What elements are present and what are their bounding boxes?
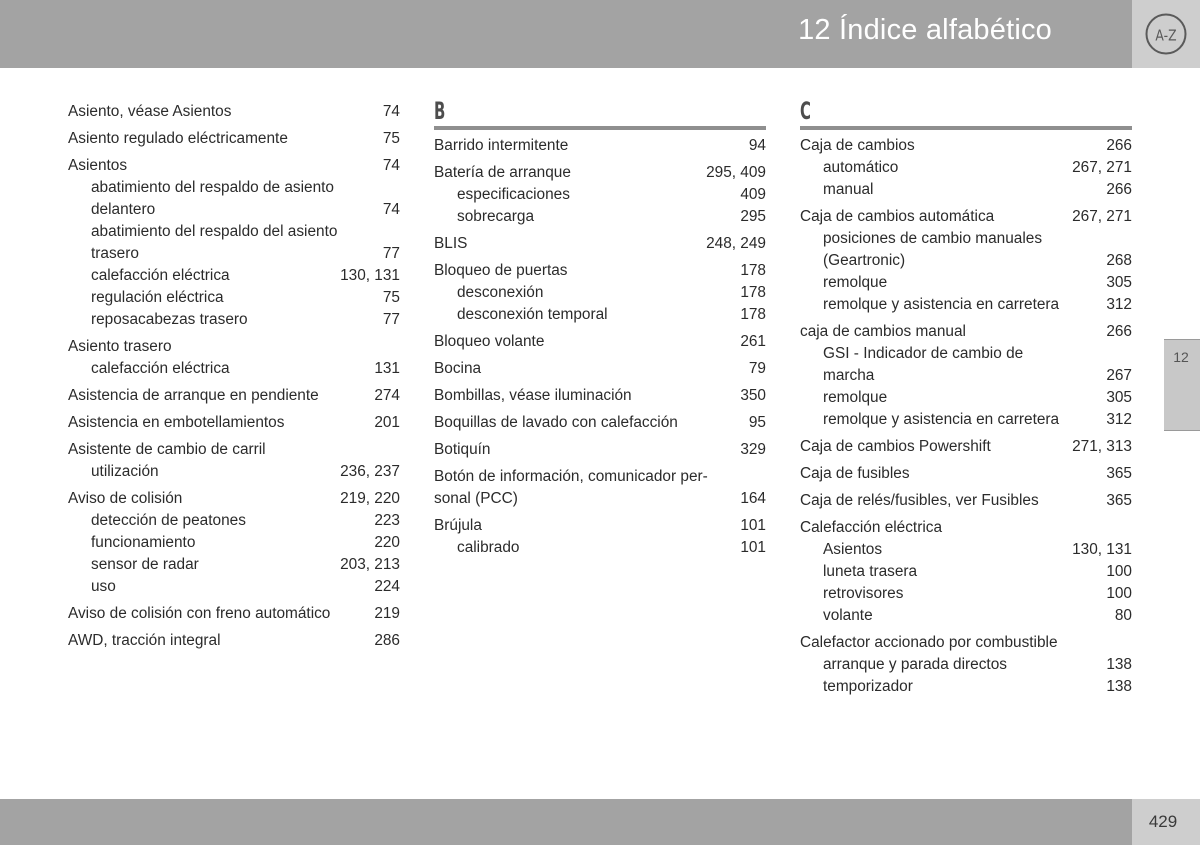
index-subentry[interactable]: [68, 461, 400, 483]
index-entry: [68, 128, 400, 150]
index-term[interactable]: [800, 135, 1132, 157]
index-term-text: volante: [823, 607, 873, 624]
page-reference[interactable]: 266: [1106, 181, 1132, 198]
chapter-tab-label: 12: [1173, 349, 1189, 365]
index-term-text: Caja de cambios automática: [800, 208, 995, 225]
index-subentry[interactable]: [434, 537, 766, 559]
index-term-text: delantero: [91, 201, 156, 218]
page-reference[interactable]: 267, 271: [1072, 159, 1132, 176]
index-term-text: Caja de fusibles: [800, 465, 910, 482]
page-reference[interactable]: 248, 249: [706, 235, 766, 252]
a-z-icon: [1144, 12, 1188, 56]
page-reference[interactable]: 274: [374, 387, 400, 404]
index-entry: [434, 358, 766, 380]
page-reference[interactable]: 312: [1106, 411, 1132, 428]
index-entry: [68, 439, 400, 483]
index-heading-text: Asistente de cambio de carril: [68, 441, 266, 458]
index-entry: [68, 412, 400, 434]
page-reference[interactable]: 312: [1106, 296, 1132, 313]
index-term[interactable]: [434, 385, 766, 407]
page-reference[interactable]: 178: [740, 306, 766, 323]
page-reference[interactable]: 266: [1106, 137, 1132, 154]
page-reference[interactable]: 79: [748, 360, 766, 377]
index-term-text: Barrido intermitente: [434, 137, 569, 154]
page-reference[interactable]: 138: [1106, 678, 1132, 695]
index-entry: [800, 463, 1132, 485]
index-entry: [434, 233, 766, 255]
index-term-text: Boquillas de lavado con calefacción: [434, 414, 678, 431]
index-subentry[interactable]: [68, 265, 400, 287]
page-reference[interactable]: 268: [1106, 252, 1132, 269]
index-term-text: Bombillas, véase iluminación: [434, 387, 632, 404]
page-reference[interactable]: 409: [740, 186, 766, 203]
index-subentry[interactable]: [68, 287, 400, 309]
page-reference[interactable]: 223: [374, 512, 400, 529]
index-entry: [434, 439, 766, 461]
section-letter: C: [800, 97, 811, 125]
index-subentry[interactable]: [434, 304, 766, 326]
index-entry: [434, 515, 766, 559]
page-reference[interactable]: 101: [740, 517, 766, 534]
index-term-text: Aviso de colisión con freno automático: [68, 605, 331, 622]
page-reference[interactable]: 131: [374, 360, 400, 377]
index-term-text: Bloqueo de puertas: [434, 262, 568, 279]
index-term-text: regulación eléctrica: [91, 289, 224, 306]
index-term-text: Bocina: [434, 360, 482, 377]
index-term[interactable]: [800, 463, 1132, 485]
index-entry: [434, 466, 766, 510]
index-term[interactable]: [800, 436, 1132, 458]
index-term-text: especificaciones: [457, 186, 570, 203]
index-term-text: Botiquín: [434, 441, 491, 458]
index-term[interactable]: [68, 603, 400, 625]
page-reference[interactable]: 95: [748, 414, 766, 431]
index-term[interactable]: [68, 385, 400, 407]
index-subentry[interactable]: [68, 309, 400, 331]
page-reference[interactable]: 295, 409: [706, 164, 766, 181]
page-reference[interactable]: 203, 213: [340, 556, 400, 573]
index-term-text: trasero: [91, 245, 139, 262]
index-subentry[interactable]: [800, 561, 1132, 583]
index-subentry-text: abatimiento del respaldo del asiento: [91, 223, 338, 240]
index-subentry[interactable]: [800, 583, 1132, 605]
index-subentry[interactable]: [68, 243, 400, 265]
index-entry: [800, 321, 1132, 431]
index-entry: [68, 488, 400, 598]
index-heading-text: Botón de información, comunicador per-: [434, 468, 708, 485]
a-z-icon-text: A-Z: [1155, 27, 1177, 45]
index-term-text: marcha: [823, 367, 875, 384]
index-term-text: arranque y parada directos: [823, 656, 1007, 673]
index-entry: [68, 630, 400, 652]
index-term-text: uso: [91, 578, 116, 595]
index-term-text: remolque: [823, 274, 888, 291]
page-reference[interactable]: 219: [374, 605, 400, 622]
page-reference[interactable]: 178: [740, 262, 766, 279]
page-reference[interactable]: 201: [374, 414, 400, 431]
index-entry: [800, 436, 1132, 458]
index-term[interactable]: [434, 162, 766, 184]
page-reference[interactable]: 75: [382, 130, 400, 147]
index-term-text: caja de cambios manual: [800, 323, 966, 340]
index-subentry[interactable]: [800, 605, 1132, 627]
index-heading-text: Asiento trasero: [68, 338, 172, 355]
index-term-text: remolque y asistencia en carretera: [823, 296, 1060, 313]
index-subentry[interactable]: [800, 387, 1132, 409]
section-header: [434, 96, 766, 130]
page-reference[interactable]: 267, 271: [1072, 208, 1132, 225]
page-reference[interactable]: 365: [1106, 465, 1132, 482]
index-term[interactable]: [434, 515, 766, 537]
index-term-text: calibrado: [457, 539, 520, 556]
page-reference[interactable]: 286: [374, 632, 400, 649]
index-subentry-text: posiciones de cambio manuales: [823, 230, 1043, 247]
page-number: 429: [1148, 812, 1178, 831]
page-reference[interactable]: 74: [382, 103, 400, 120]
page-reference[interactable]: 220: [374, 534, 400, 551]
page-title: 12 Índice alfabético: [798, 14, 1052, 46]
index-entry: [68, 101, 400, 123]
index-subentry[interactable]: [68, 532, 400, 554]
index-term-text: remolque y asistencia en carretera: [823, 411, 1060, 428]
index-term-text: manual: [823, 181, 874, 198]
index-subentry-text: GSI - Indicador de cambio de: [823, 345, 1024, 362]
index-term[interactable]: [434, 439, 766, 461]
index-entry: [68, 336, 400, 380]
index-term[interactable]: [434, 135, 766, 157]
index-entry: [800, 632, 1132, 698]
index-column-c: [800, 96, 1132, 698]
section-header: [800, 96, 1132, 130]
index-term-text: Bloqueo volante: [434, 333, 545, 350]
index-entry: [68, 385, 400, 407]
index-term-text: calefacción eléctrica: [91, 360, 230, 377]
section-rule: [800, 126, 1132, 130]
index-entry: [434, 162, 766, 228]
page-reference[interactable]: 295: [740, 208, 766, 225]
section-rule: [434, 126, 766, 130]
index-term-text: utilización: [91, 463, 159, 480]
index-subentry[interactable]: [800, 272, 1132, 294]
header-bar: [0, 0, 1132, 68]
index-subentry[interactable]: [800, 539, 1132, 561]
index-entry: [434, 412, 766, 434]
index-term-text: Asistencia en embotellamientos: [68, 414, 285, 431]
index-term-text: Caja de cambios Powershift: [800, 438, 991, 455]
index-term-text: Aviso de colisión: [68, 490, 183, 507]
index-subentry[interactable]: [800, 250, 1132, 272]
chapter-tab[interactable]: [1164, 339, 1200, 431]
index-term-text: BLIS: [434, 235, 468, 252]
index-term[interactable]: [434, 412, 766, 434]
index-subentry[interactable]: [800, 409, 1132, 431]
page-reference[interactable]: 77: [382, 311, 400, 328]
index-term-text: calefacción eléctrica: [91, 267, 230, 284]
index-subentry[interactable]: [434, 184, 766, 206]
index-term-text: (Geartronic): [823, 252, 906, 269]
page-reference[interactable]: 100: [1106, 585, 1132, 602]
index-term[interactable]: [68, 488, 400, 510]
page-reference[interactable]: 178: [740, 284, 766, 301]
index-term-text: desconexión: [457, 284, 544, 301]
index-subentry[interactable]: [68, 554, 400, 576]
index-term-text: automático: [823, 159, 899, 176]
page-reference[interactable]: 236, 237: [340, 463, 400, 480]
index-term[interactable]: [434, 358, 766, 380]
index-column-a: [68, 96, 400, 652]
index-term[interactable]: [434, 488, 766, 510]
page-reference[interactable]: 138: [1106, 656, 1132, 673]
index-term-text: Caja de cambios: [800, 137, 915, 154]
page-reference[interactable]: 305: [1106, 274, 1132, 291]
index-heading-text: Calefactor accionado por combustible: [800, 634, 1058, 651]
page-reference[interactable]: 74: [382, 157, 400, 174]
page-reference[interactable]: 365: [1106, 492, 1132, 509]
index-term[interactable]: [68, 412, 400, 434]
index-subentry[interactable]: [800, 654, 1132, 676]
page-reference[interactable]: 164: [740, 490, 766, 507]
index-entry: [800, 490, 1132, 512]
footer-bar: [0, 799, 1132, 845]
index-term-text: funcionamiento: [91, 534, 196, 551]
index-subentry[interactable]: [434, 206, 766, 228]
index-subentry[interactable]: [68, 510, 400, 532]
section-letter: B: [434, 97, 446, 125]
page-reference[interactable]: 101: [740, 539, 766, 556]
page-reference[interactable]: 100: [1106, 563, 1132, 580]
page-reference[interactable]: 271, 313: [1072, 438, 1132, 455]
index-subentry[interactable]: [800, 157, 1132, 179]
page-reference[interactable]: 266: [1106, 323, 1132, 340]
index-subentry[interactable]: [800, 179, 1132, 201]
index-term-text: sobrecarga: [457, 208, 534, 225]
index-term-text: AWD, tracción integral: [68, 632, 221, 649]
page-reference[interactable]: 224: [374, 578, 400, 595]
index-term-text: Asistencia de arranque en pendiente: [68, 387, 319, 404]
index-subentry[interactable]: [800, 365, 1132, 387]
index-subentry[interactable]: [800, 676, 1132, 698]
index-entry: [68, 603, 400, 625]
index-term-text: Batería de arranque: [434, 164, 571, 181]
page-reference[interactable]: 219, 220: [340, 490, 400, 507]
index-column-b: [434, 96, 766, 559]
index-term[interactable]: [800, 206, 1132, 228]
index-entry: [800, 206, 1132, 316]
index-term-text: Asientos: [823, 541, 883, 558]
page-reference[interactable]: 305: [1106, 389, 1132, 406]
index-term[interactable]: [68, 128, 400, 150]
index-term[interactable]: [800, 490, 1132, 512]
page-reference[interactable]: 261: [740, 333, 766, 350]
page-reference[interactable]: 74: [382, 201, 400, 218]
page-reference[interactable]: 80: [1114, 607, 1132, 624]
index-term-text: Asiento, véase Asientos: [68, 103, 232, 120]
index-entry: [800, 135, 1132, 201]
index-heading-text: Calefacción eléctrica: [800, 519, 943, 536]
index-term-text: temporizador: [823, 678, 913, 695]
index-term-text: Asiento regulado eléctricamente: [68, 130, 288, 147]
index-term-text: desconexión temporal: [457, 306, 608, 323]
index-term-text: sensor de radar: [91, 556, 199, 573]
index-term-text: Caja de relés/fusibles, ver Fusibles: [800, 492, 1039, 509]
index-term[interactable]: [800, 321, 1132, 343]
page-reference[interactable]: 350: [740, 387, 766, 404]
index-term-text: reposacabezas trasero: [91, 311, 248, 328]
index-term-text: retrovisores: [823, 585, 904, 602]
index-term-text: Brújula: [434, 517, 482, 534]
index-term[interactable]: [434, 331, 766, 353]
page-reference[interactable]: 329: [740, 441, 766, 458]
page-reference[interactable]: 94: [748, 137, 766, 154]
index-entry: [68, 155, 400, 331]
index-subentry[interactable]: [68, 576, 400, 598]
index-entry: [434, 260, 766, 326]
index-subentry[interactable]: [68, 199, 400, 221]
index-subentry[interactable]: [800, 294, 1132, 316]
index-subentry[interactable]: [434, 282, 766, 304]
index-entry: [434, 331, 766, 353]
index-term[interactable]: [68, 155, 400, 177]
index-entry: [800, 517, 1132, 627]
page-reference[interactable]: 77: [382, 245, 400, 262]
page-reference[interactable]: 75: [382, 289, 400, 306]
index-term-text: remolque: [823, 389, 888, 406]
page-reference[interactable]: 130, 131: [340, 267, 400, 284]
index-subentry-text: abatimiento del respaldo de asiento: [91, 179, 334, 196]
index-entry: [434, 385, 766, 407]
index-term-text: detección de peatones: [91, 512, 246, 529]
index-term[interactable]: [68, 630, 400, 652]
index-term[interactable]: [434, 260, 766, 282]
index-subentry[interactable]: [68, 358, 400, 380]
index-term-text: luneta trasera: [823, 563, 918, 580]
index-term-text: sonal (PCC): [434, 490, 518, 507]
page-reference[interactable]: 267: [1106, 367, 1132, 384]
page-reference[interactable]: 130, 131: [1072, 541, 1132, 558]
index-term[interactable]: [68, 101, 400, 123]
index-term-text: Asientos: [68, 157, 128, 174]
index-entry: [434, 135, 766, 157]
index-term[interactable]: [434, 233, 766, 255]
